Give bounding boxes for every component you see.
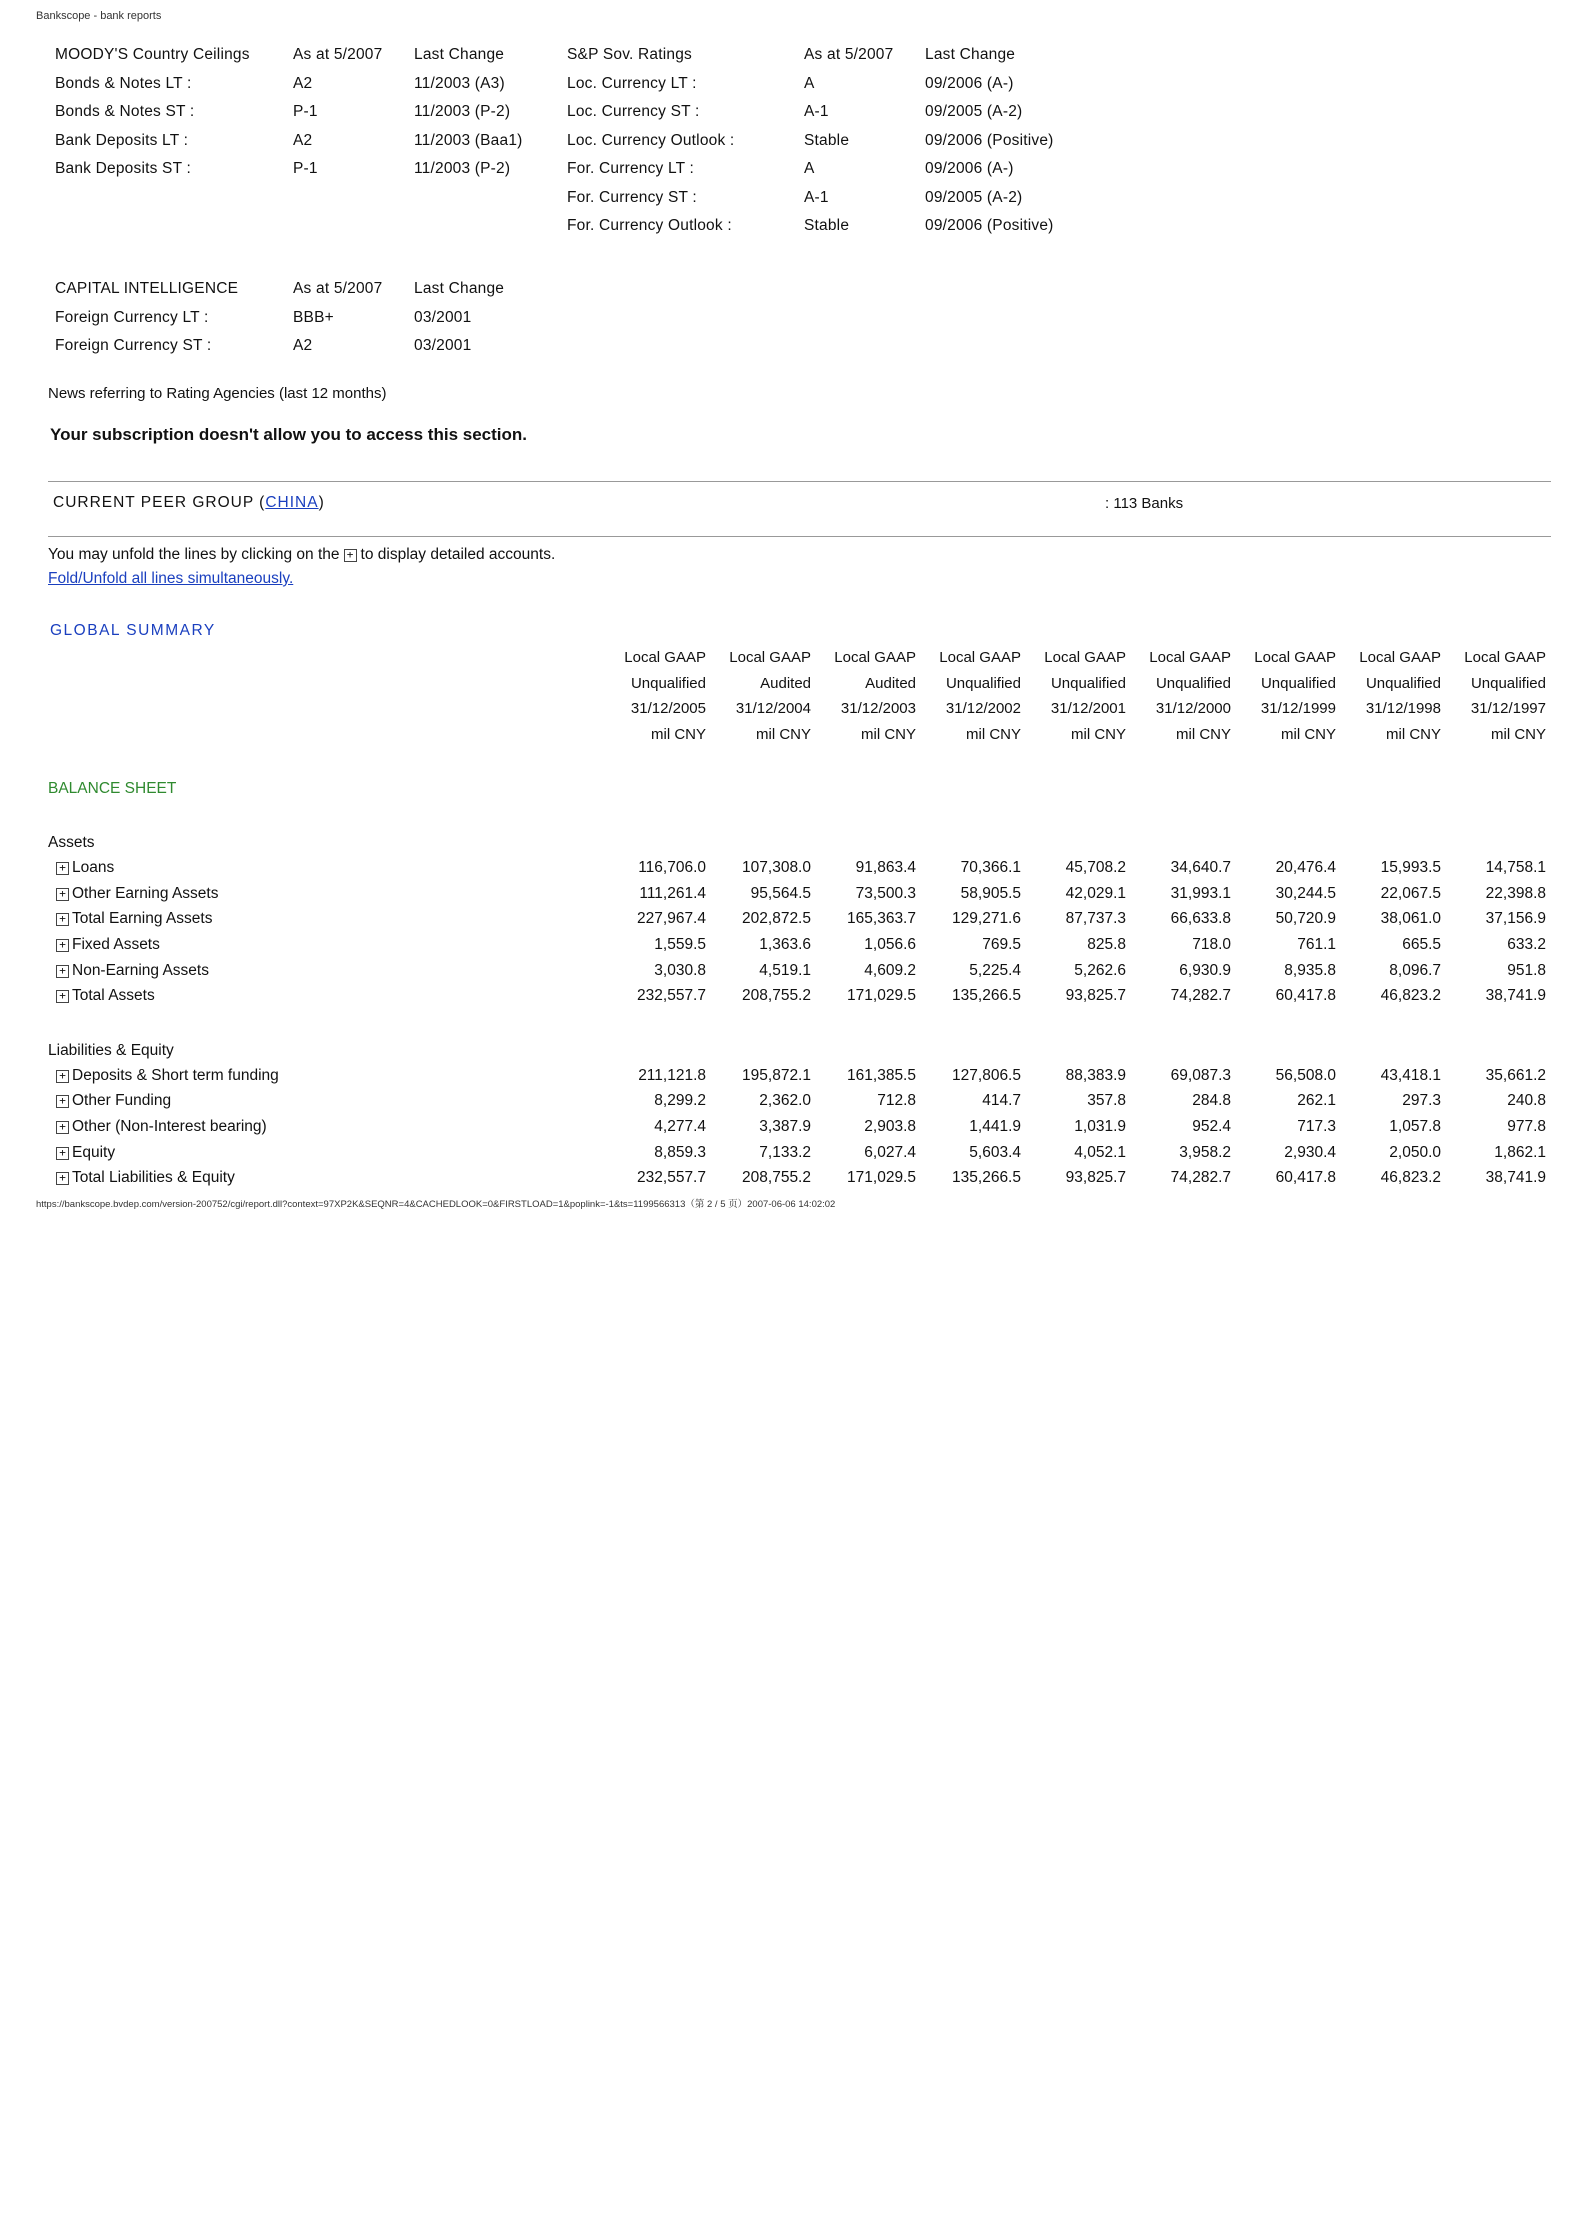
value-cell: 8,299.2 xyxy=(654,1092,706,1110)
ratings-cell: Bonds & Notes LT : xyxy=(55,74,192,92)
financial-summary-table xyxy=(48,645,1546,1191)
unfold-text-b: to display detailed accounts. xyxy=(360,546,556,563)
column-header-cell: 31/12/1999 xyxy=(1260,700,1336,718)
value-cell: 31,993.1 xyxy=(1170,884,1231,902)
ratings-header-cell: MOODY'S Country Ceilings xyxy=(55,46,250,64)
liabilities-heading: Liabilities & Equity xyxy=(48,1041,174,1059)
row-label xyxy=(48,881,601,907)
peer-group-heading xyxy=(53,494,325,512)
value-cell: 60,417.8 xyxy=(1275,1169,1336,1187)
assets-heading: Assets xyxy=(48,834,95,852)
table-row xyxy=(48,1165,1546,1191)
ratings-cell: A-1 xyxy=(804,188,829,206)
value-cell: 284.8 xyxy=(1192,1092,1231,1110)
peer-country-link[interactable]: CHINA xyxy=(265,494,319,511)
value-cell: 414.7 xyxy=(982,1092,1021,1110)
value-cell: 665.5 xyxy=(1402,935,1441,953)
ratings-cell: Bonds & Notes ST : xyxy=(55,103,195,121)
value-cell: 2,050.0 xyxy=(1389,1143,1441,1161)
value-cell: 712.8 xyxy=(877,1092,916,1110)
ratings-header-cell: As at 5/2007 xyxy=(293,280,383,298)
value-cell: 227,967.4 xyxy=(637,910,706,928)
ratings-cell: 11/2003 (Baa1) xyxy=(414,131,523,149)
column-header-row xyxy=(48,722,1546,748)
value-cell: 46,823.2 xyxy=(1380,987,1441,1005)
row-label-text: Other (Non-Interest bearing) xyxy=(72,1117,267,1135)
column-header-cell: Local GAAP xyxy=(1254,649,1336,667)
expand-plus-icon[interactable]: + xyxy=(56,1070,69,1083)
column-header-cell: Unqualified xyxy=(1050,674,1126,692)
row-label-text: Deposits & Short term funding xyxy=(72,1066,279,1084)
row-label xyxy=(48,958,601,984)
value-cell: 1,363.6 xyxy=(759,935,811,953)
value-cell: 6,930.9 xyxy=(1179,961,1231,979)
value-cell: 3,030.8 xyxy=(654,961,706,979)
ratings-cell: A xyxy=(804,160,815,178)
value-cell: 232,557.7 xyxy=(637,1169,706,1187)
header-spacer xyxy=(48,696,601,722)
peer-group-count: : 113 Banks xyxy=(1105,495,1184,512)
ratings-cell: 09/2006 (A-) xyxy=(925,160,1014,178)
table-row xyxy=(48,1140,1546,1166)
page-footer-url: https://bankscope.bvdep.com/version-200752/cgi/report.dll?context=97XP2K&SEQNR=4&CACHEDLOOK=0&FIRSTLOAD=1&poplink=-1&ts=1199566313（第 2 / 5 页）2007-06-06 14:02:02 xyxy=(36,1199,836,1210)
ratings-cell: Stable xyxy=(804,131,850,149)
column-header-cell: mil CNY xyxy=(1281,726,1336,744)
value-cell: 45,708.2 xyxy=(1065,859,1126,877)
table-row xyxy=(48,907,1546,933)
row-label xyxy=(48,1140,601,1166)
row-label-text: Equity xyxy=(72,1143,116,1161)
column-header-cell: mil CNY xyxy=(1491,726,1546,744)
ratings-header-cell: Last Change xyxy=(925,46,1016,64)
value-cell: 1,441.9 xyxy=(969,1117,1021,1135)
expand-plus-icon[interactable]: + xyxy=(56,888,69,901)
value-cell: 1,862.1 xyxy=(1494,1143,1546,1161)
value-cell: 5,262.6 xyxy=(1074,961,1126,979)
ratings-cell: 09/2006 (Positive) xyxy=(925,217,1054,235)
value-cell: 825.8 xyxy=(1087,935,1126,953)
ratings-cell: Bank Deposits LT : xyxy=(55,131,189,149)
ratings-cell: For. Currency ST : xyxy=(567,188,697,206)
column-header-cell: mil CNY xyxy=(756,726,811,744)
row-label xyxy=(48,1063,601,1089)
table-row xyxy=(48,1089,1546,1115)
ratings-row xyxy=(55,98,564,127)
value-cell: 208,755.2 xyxy=(742,987,811,1005)
value-cell: 1,056.6 xyxy=(864,935,916,953)
ratings-header-row xyxy=(55,41,564,70)
column-header-cell: mil CNY xyxy=(1176,726,1231,744)
value-cell: 50,720.9 xyxy=(1275,910,1336,928)
value-cell: 8,935.8 xyxy=(1284,961,1336,979)
ratings-row xyxy=(567,127,1075,156)
ratings-cell: P-1 xyxy=(293,160,318,178)
column-header-cell: Local GAAP xyxy=(1044,649,1126,667)
value-cell: 633.2 xyxy=(1507,935,1546,953)
table-row xyxy=(48,855,1546,881)
column-header-cell: Unqualified xyxy=(1155,674,1231,692)
expand-plus-icon[interactable]: + xyxy=(56,939,69,952)
header-spacer xyxy=(48,645,601,671)
value-cell: 43,418.1 xyxy=(1380,1066,1441,1084)
ratings-cell: 11/2003 (P-2) xyxy=(414,160,511,178)
value-cell: 717.3 xyxy=(1297,1117,1336,1135)
value-cell: 56,508.0 xyxy=(1275,1066,1336,1084)
column-header-cell: Unqualified xyxy=(1260,674,1336,692)
row-label-text: Other Earning Assets xyxy=(72,884,219,902)
row-label xyxy=(48,1114,601,1140)
value-cell: 165,363.7 xyxy=(847,910,916,928)
column-header-cell: Unqualified xyxy=(1365,674,1441,692)
expand-plus-icon[interactable]: + xyxy=(56,965,69,978)
column-header-cell: Local GAAP xyxy=(834,649,916,667)
ratings-cell: Loc. Currency ST : xyxy=(567,103,700,121)
expand-plus-icon[interactable]: + xyxy=(56,862,69,875)
ratings-cell: Bank Deposits ST : xyxy=(55,160,191,178)
column-header-cell: Unqualified xyxy=(945,674,1021,692)
column-header-cell: Unqualified xyxy=(630,674,706,692)
column-header-cell: Local GAAP xyxy=(939,649,1021,667)
value-cell: 34,640.7 xyxy=(1170,859,1231,877)
liabilities-heading-row xyxy=(48,1009,1546,1063)
value-cell: 60,417.8 xyxy=(1275,987,1336,1005)
value-cell: 262.1 xyxy=(1297,1092,1336,1110)
ratings-cell: Stable xyxy=(804,217,850,235)
news-rating-agencies-label: News referring to Rating Agencies (last 12 months) xyxy=(48,385,387,402)
value-cell: 718.0 xyxy=(1192,935,1231,953)
value-cell: 4,277.4 xyxy=(654,1117,706,1135)
value-cell: 66,633.8 xyxy=(1170,910,1231,928)
balance-sheet-heading-row xyxy=(48,747,1546,801)
value-cell: 240.8 xyxy=(1507,1092,1546,1110)
fold-unfold-all-link[interactable]: Fold/Unfold all lines simultaneously. xyxy=(48,570,294,587)
column-header-cell: 31/12/2000 xyxy=(1155,700,1231,718)
value-cell: 91,863.4 xyxy=(855,859,916,877)
value-cell: 7,133.2 xyxy=(759,1143,811,1161)
value-cell: 5,603.4 xyxy=(969,1143,1021,1161)
column-header-cell: 31/12/2004 xyxy=(735,700,811,718)
ratings-row xyxy=(55,155,564,184)
value-cell: 3,387.9 xyxy=(759,1117,811,1135)
expand-plus-icon: + xyxy=(344,549,357,562)
expand-plus-icon[interactable]: + xyxy=(56,1121,69,1134)
value-cell: 58,905.5 xyxy=(960,884,1021,902)
value-cell: 135,266.5 xyxy=(952,1169,1021,1187)
value-cell: 5,225.4 xyxy=(969,961,1021,979)
value-cell: 116,706.0 xyxy=(638,859,706,877)
value-cell: 70,366.1 xyxy=(960,859,1021,877)
ratings-cell: 09/2005 (A-2) xyxy=(925,103,1023,121)
value-cell: 38,061.0 xyxy=(1380,910,1441,928)
column-header-cell: Local GAAP xyxy=(729,649,811,667)
row-label-text: Total Assets xyxy=(72,987,155,1005)
column-header-cell: 31/12/1998 xyxy=(1365,700,1441,718)
unfold-text-a: You may unfold the lines by clicking on the xyxy=(48,546,340,563)
assets-heading-row xyxy=(48,801,1546,855)
column-header-cell: Local GAAP xyxy=(1464,649,1546,667)
value-cell: 95,564.5 xyxy=(750,884,811,902)
row-label xyxy=(48,907,601,933)
ratings-header-cell: S&P Sov. Ratings xyxy=(567,46,692,64)
row-label-text: Fixed Assets xyxy=(72,935,160,953)
ratings-row xyxy=(567,212,1075,241)
ratings-row xyxy=(55,70,564,99)
value-cell: 74,282.7 xyxy=(1170,1169,1231,1187)
ratings-header-row xyxy=(567,41,1075,70)
ratings-row xyxy=(55,304,564,333)
table-row xyxy=(48,958,1546,984)
value-cell: 202,872.5 xyxy=(742,910,811,928)
value-cell: 127,806.5 xyxy=(952,1066,1021,1084)
expand-plus-icon[interactable]: + xyxy=(56,1172,69,1185)
moodys-ratings-table xyxy=(55,41,564,184)
table-row xyxy=(48,1063,1546,1089)
value-cell: 1,559.5 xyxy=(654,935,706,953)
value-cell: 42,029.1 xyxy=(1065,884,1126,902)
row-label-text: Total Earning Assets xyxy=(72,910,213,928)
header-spacer xyxy=(48,671,601,697)
value-cell: 4,519.1 xyxy=(759,961,811,979)
table-row xyxy=(48,1114,1546,1140)
ratings-cell: 09/2006 (A-) xyxy=(925,74,1014,92)
column-header-cell: Audited xyxy=(865,674,916,692)
value-cell: 171,029.5 xyxy=(847,987,916,1005)
ratings-header-cell: As at 5/2007 xyxy=(804,46,894,64)
value-cell: 1,057.8 xyxy=(1389,1117,1441,1135)
value-cell: 46,823.2 xyxy=(1380,1169,1441,1187)
ratings-cell: 11/2003 (P-2) xyxy=(414,103,511,121)
peer-group-close: ) xyxy=(318,494,325,511)
row-label-text: Total Liabilities & Equity xyxy=(72,1169,235,1187)
column-header-cell: 31/12/1997 xyxy=(1470,700,1546,718)
value-cell: 15,993.5 xyxy=(1380,859,1441,877)
column-header-cell: Local GAAP xyxy=(1359,649,1441,667)
page-header: Bankscope - bank reports xyxy=(36,10,162,22)
value-cell: 38,741.9 xyxy=(1485,987,1546,1005)
value-cell: 161,385.5 xyxy=(847,1066,916,1084)
ratings-cell: A2 xyxy=(293,337,313,355)
column-header-cell: 31/12/2001 xyxy=(1050,700,1126,718)
value-cell: 22,398.8 xyxy=(1485,884,1546,902)
value-cell: 2,903.8 xyxy=(864,1117,916,1135)
expand-plus-icon[interactable]: + xyxy=(56,990,69,1003)
value-cell: 22,067.5 xyxy=(1380,884,1441,902)
ratings-cell: Loc. Currency Outlook : xyxy=(567,131,735,149)
value-cell: 37,156.9 xyxy=(1485,910,1546,928)
column-header-cell: mil CNY xyxy=(651,726,706,744)
column-header-cell: mil CNY xyxy=(861,726,916,744)
row-label xyxy=(48,1089,601,1115)
ratings-header-cell: Last Change xyxy=(414,46,505,64)
value-cell: 107,308.0 xyxy=(742,859,811,877)
ratings-header-cell: CAPITAL INTELLIGENCE xyxy=(55,280,239,298)
value-cell: 769.5 xyxy=(982,935,1021,953)
column-header-cell: mil CNY xyxy=(966,726,1021,744)
value-cell: 111,261.4 xyxy=(639,884,706,902)
subscription-notice: Your subscription doesn't allow you to access this section. xyxy=(50,425,527,444)
balance-sheet-heading: BALANCE SHEET xyxy=(48,780,177,798)
ratings-cell: BBB+ xyxy=(293,308,334,326)
table-row xyxy=(48,881,1546,907)
ratings-cell: 03/2001 xyxy=(414,337,472,355)
value-cell: 20,476.4 xyxy=(1275,859,1336,877)
value-cell: 195,872.1 xyxy=(742,1066,811,1084)
ratings-header-row xyxy=(55,275,564,304)
value-cell: 232,557.7 xyxy=(637,987,706,1005)
ratings-row xyxy=(567,184,1075,213)
value-cell: 297.3 xyxy=(1402,1092,1441,1110)
ratings-cell: Loc. Currency LT : xyxy=(567,74,697,92)
value-cell: 74,282.7 xyxy=(1170,987,1231,1005)
value-cell: 93,825.7 xyxy=(1065,987,1126,1005)
column-header-row xyxy=(48,696,1546,722)
column-header-cell: Unqualified xyxy=(1470,674,1546,692)
ratings-cell: For. Currency LT : xyxy=(567,160,695,178)
value-cell: 8,096.7 xyxy=(1389,961,1441,979)
value-cell: 38,741.9 xyxy=(1485,1169,1546,1187)
ratings-cell: 03/2001 xyxy=(414,308,472,326)
row-label xyxy=(48,983,601,1009)
global-summary-heading: GLOBAL SUMMARY xyxy=(50,622,216,639)
unfold-instructions xyxy=(48,546,555,564)
ratings-row xyxy=(567,155,1075,184)
header-spacer xyxy=(48,722,601,748)
ratings-row xyxy=(55,127,564,156)
value-cell: 87,737.3 xyxy=(1065,910,1126,928)
value-cell: 211,121.8 xyxy=(638,1066,706,1084)
row-label-text: Other Funding xyxy=(72,1092,172,1110)
ratings-cell: For. Currency Outlook : xyxy=(567,217,732,235)
ratings-cell: A xyxy=(804,74,815,92)
column-header-cell: Local GAAP xyxy=(1149,649,1231,667)
table-row xyxy=(48,932,1546,958)
value-cell: 135,266.5 xyxy=(952,987,1021,1005)
divider-bottom xyxy=(48,536,1551,537)
value-cell: 3,958.2 xyxy=(1179,1143,1231,1161)
column-header-row xyxy=(48,671,1546,697)
value-cell: 69,087.3 xyxy=(1170,1066,1231,1084)
value-cell: 129,271.6 xyxy=(952,910,1021,928)
divider-top xyxy=(48,481,1551,482)
expand-plus-icon[interactable]: + xyxy=(56,913,69,926)
row-label-text: Loans xyxy=(72,859,115,877)
value-cell: 6,027.4 xyxy=(864,1143,916,1161)
row-label xyxy=(48,1165,601,1191)
value-cell: 2,362.0 xyxy=(759,1092,811,1110)
ratings-row xyxy=(567,98,1075,127)
value-cell: 35,661.2 xyxy=(1485,1066,1546,1084)
ratings-cell: 09/2005 (A-2) xyxy=(925,188,1023,206)
ratings-header-cell: Last Change xyxy=(414,280,505,298)
ratings-row xyxy=(567,70,1075,99)
row-label xyxy=(48,932,601,958)
value-cell: 2,930.4 xyxy=(1284,1143,1336,1161)
value-cell: 14,758.1 xyxy=(1485,859,1546,877)
ratings-cell: A-1 xyxy=(804,103,829,121)
ratings-cell: Foreign Currency ST : xyxy=(55,337,212,355)
row-label xyxy=(48,855,601,881)
column-header-cell: 31/12/2003 xyxy=(840,700,916,718)
value-cell: 171,029.5 xyxy=(847,1169,916,1187)
value-cell: 8,859.3 xyxy=(654,1143,706,1161)
value-cell: 93,825.7 xyxy=(1065,1169,1126,1187)
value-cell: 208,755.2 xyxy=(742,1169,811,1187)
row-label-text: Non-Earning Assets xyxy=(72,961,209,979)
sp-ratings-table xyxy=(567,41,1075,241)
value-cell: 952.4 xyxy=(1192,1117,1231,1135)
ratings-cell: A2 xyxy=(293,131,313,149)
ratings-cell: 11/2003 (A3) xyxy=(414,74,505,92)
column-header-cell: mil CNY xyxy=(1386,726,1441,744)
ratings-cell: P-1 xyxy=(293,103,318,121)
column-header-cell: 31/12/2005 xyxy=(630,700,706,718)
value-cell: 761.1 xyxy=(1297,935,1336,953)
value-cell: 357.8 xyxy=(1087,1092,1126,1110)
value-cell: 88,383.9 xyxy=(1065,1066,1126,1084)
value-cell: 977.8 xyxy=(1507,1117,1546,1135)
column-header-row xyxy=(48,645,1546,671)
ratings-header-cell: As at 5/2007 xyxy=(293,46,383,64)
value-cell: 30,244.5 xyxy=(1275,884,1336,902)
ratings-cell: A2 xyxy=(293,74,313,92)
column-header-cell: 31/12/2002 xyxy=(945,700,1021,718)
value-cell: 4,052.1 xyxy=(1074,1143,1126,1161)
ratings-cell: Foreign Currency LT : xyxy=(55,308,209,326)
capital-intelligence-table xyxy=(55,275,564,361)
column-header-cell: Local GAAP xyxy=(624,649,706,667)
expand-plus-icon[interactable]: + xyxy=(56,1147,69,1160)
value-cell: 4,609.2 xyxy=(864,961,916,979)
ratings-row xyxy=(55,332,564,361)
column-header-cell: mil CNY xyxy=(1071,726,1126,744)
column-header-cell: Audited xyxy=(760,674,811,692)
value-cell: 951.8 xyxy=(1507,961,1546,979)
expand-plus-icon[interactable]: + xyxy=(56,1095,69,1108)
ratings-cell: 09/2006 (Positive) xyxy=(925,131,1054,149)
value-cell: 73,500.3 xyxy=(855,884,916,902)
peer-group-label: CURRENT PEER GROUP ( xyxy=(53,494,266,511)
table-row xyxy=(48,983,1546,1009)
value-cell: 1,031.9 xyxy=(1074,1117,1126,1135)
